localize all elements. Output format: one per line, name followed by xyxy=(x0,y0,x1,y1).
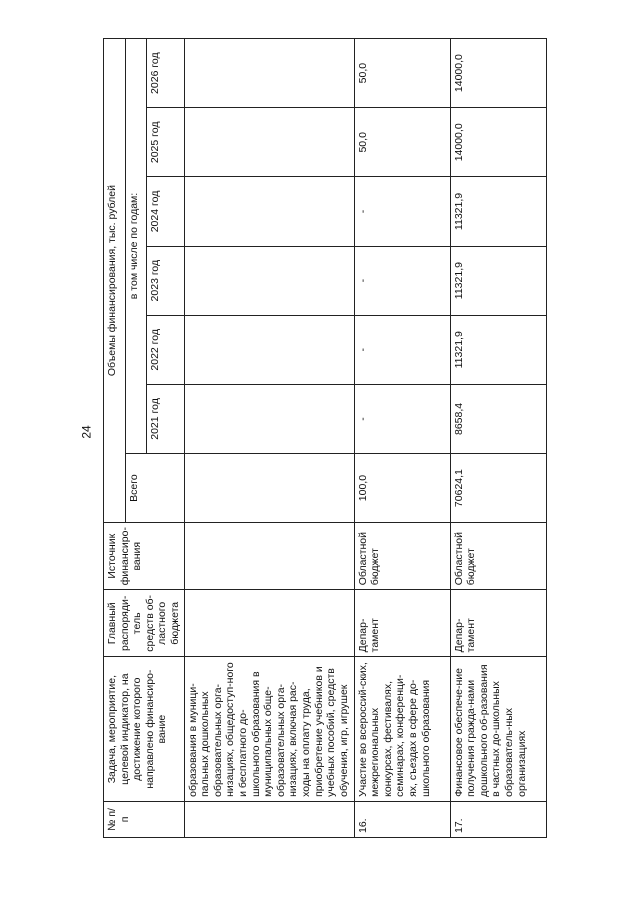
row-total: 70624,1 xyxy=(450,454,546,523)
row-num: 17. xyxy=(450,801,546,837)
row-value-2024: - xyxy=(354,177,450,246)
row-value-2023: - xyxy=(354,246,450,315)
row-total: 100,0 xyxy=(354,454,450,523)
table-row xyxy=(354,39,450,838)
row-manager: Депар-тамент xyxy=(450,590,546,657)
row-source: Областной бюджет xyxy=(354,523,450,590)
header-task: Задача, мероприятие, целевой индикатор, на достижение которого направлено финансиро-вание xyxy=(104,657,185,802)
row-total xyxy=(184,454,354,523)
row-task: Финансовое обеспече-ние получения гражда-нами дошкольного об-разования в частных до-школьных образователь-ных организациях xyxy=(450,657,546,802)
page-number: 24 xyxy=(79,425,94,439)
row-value-2023: 11321,9 xyxy=(450,246,546,315)
header-total: Всего xyxy=(126,454,185,523)
header-num: № п/п xyxy=(104,801,185,837)
header-year-2024: 2024 год xyxy=(146,177,184,246)
row-value-2025 xyxy=(184,108,354,177)
table-row xyxy=(450,39,546,838)
row-value-2024 xyxy=(184,177,354,246)
row-source: Областной бюджет xyxy=(450,523,546,590)
table-row xyxy=(184,39,354,838)
row-value-2022 xyxy=(184,315,354,384)
row-value-2025: 14000,0 xyxy=(450,108,546,177)
row-value-2024: 11321,9 xyxy=(450,177,546,246)
header-manager: Главный распоряди-тель средств об-ластного бюджета xyxy=(104,590,185,657)
row-num: 16. xyxy=(354,801,450,837)
row-value-2022: 11321,9 xyxy=(450,315,546,384)
header-source: Источник финансиро-вания xyxy=(104,523,185,590)
header-year-2021: 2021 год xyxy=(146,384,184,453)
header-volumes: Объемы финансирования, тыс. рублей xyxy=(104,39,126,523)
header-by-years: в том числе по годам: xyxy=(126,39,147,454)
row-value-2021: - xyxy=(354,384,450,453)
row-num xyxy=(184,801,354,837)
row-value-2026 xyxy=(184,39,354,108)
row-manager: Депар-тамент xyxy=(354,590,450,657)
row-value-2021: 8658,4 xyxy=(450,384,546,453)
row-task: образования в муници-пальных дошкольных образовательных орга-низациях, общедоступ-ного и бесплатного до-школьного образования в муниципальных обще-образовательных орга-низациях, включая рас-ходы на оплату труда, приобретение учебников и учебных пособий, средств обучения, игр, игрушек xyxy=(184,657,354,802)
header-year-2025: 2025 год xyxy=(146,108,184,177)
row-task: Участие во всероссий-ских, межрегиональных конкурсах, фестивалях, семинарах, конференци-ях, съездах в сфере до-школьного образования xyxy=(354,657,450,802)
row-value-2026: 14000,0 xyxy=(450,39,546,108)
header-year-2023: 2023 год xyxy=(146,246,184,315)
header-year-2022: 2022 год xyxy=(146,315,184,384)
row-value-2026: 50,0 xyxy=(354,39,450,108)
row-value-2023 xyxy=(184,246,354,315)
row-value-2025: 50,0 xyxy=(354,108,450,177)
row-value-2022: - xyxy=(354,315,450,384)
header-year-2026: 2026 год xyxy=(146,39,184,108)
row-manager xyxy=(184,590,354,657)
row-value-2021 xyxy=(184,384,354,453)
rotated-table-container xyxy=(103,38,598,838)
row-source xyxy=(184,523,354,590)
financing-table xyxy=(103,38,547,838)
